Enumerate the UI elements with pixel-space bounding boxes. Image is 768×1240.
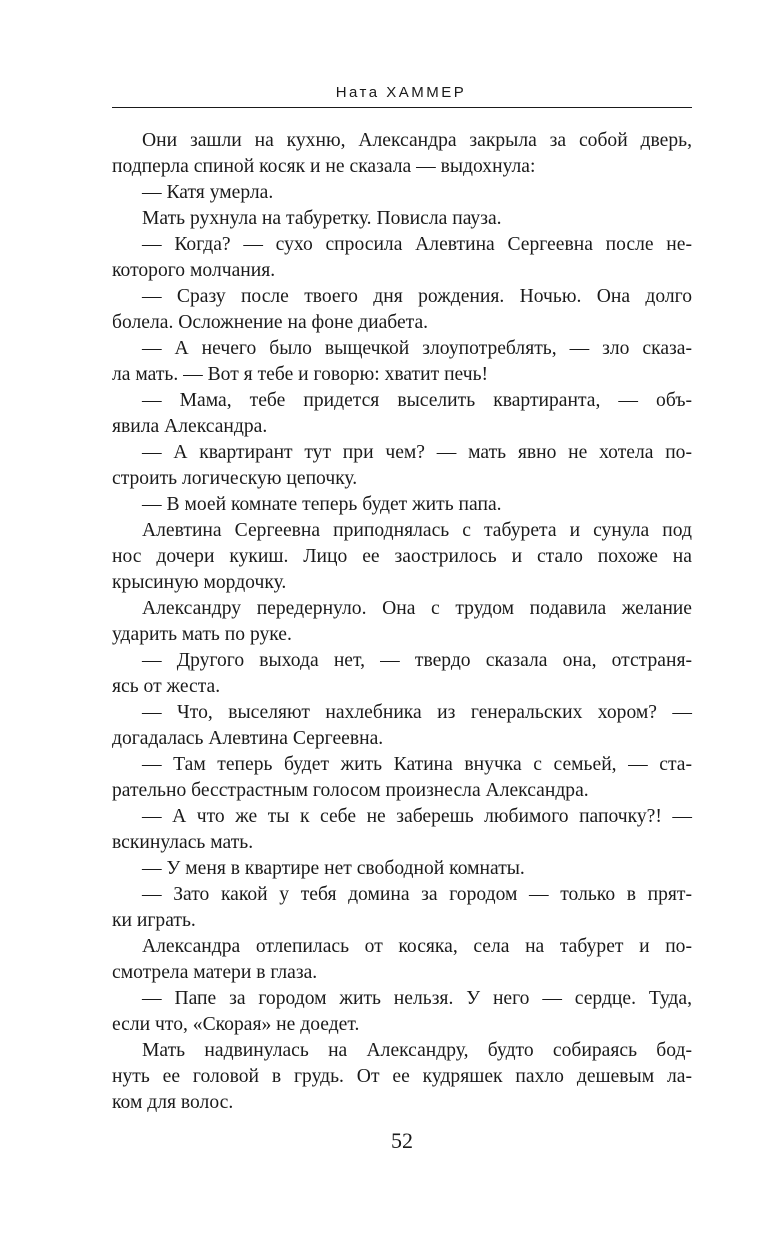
text-line: вскинулась мать.: [112, 832, 254, 853]
text-line: явила Александра.: [112, 416, 268, 437]
running-header-author: Ната ХАММЕР: [335, 84, 467, 101]
text-line: — Когда? — сухо спросила Алевтина Сергеевна после не-: [142, 234, 692, 255]
text-line: ком для волос.: [112, 1092, 234, 1113]
paragraph: [112, 518, 692, 596]
text-line: подперла спиной косяк и не сказала — выдохнула:: [112, 156, 536, 177]
text-line: — А что же ты к себе не заберешь любимого папочку?! —: [142, 806, 692, 827]
text-line: — В моей комнате теперь будет жить папа.: [142, 494, 502, 515]
paragraph: [112, 284, 692, 336]
text-line: ла мать. — Вот я тебе и говорю: хватит печь!: [112, 364, 489, 385]
text-line: Алевтина Сергеевна приподнялась с табурета и сунула под: [142, 520, 692, 541]
text-line: если что, «Скорая» не доедет.: [112, 1014, 360, 1035]
text-line: Мать надвинулась на Александру, будто собираясь бод-: [142, 1040, 692, 1061]
text-line: ударить мать по руке.: [112, 624, 292, 645]
text-line: — Катя умерла.: [142, 182, 274, 203]
paragraph: [112, 128, 692, 180]
header-rule: [112, 107, 692, 108]
paragraph: [112, 986, 692, 1038]
text-line: Александра отлепилась от косяка, села на табурет и по-: [142, 936, 692, 957]
text-line: Они зашли на кухню, Александра закрыла за собой дверь,: [142, 130, 692, 151]
paragraph: [112, 934, 692, 986]
text-line: — Что, выселяют нахлебника из генеральских хором? —: [142, 702, 692, 723]
paragraph: [112, 882, 692, 934]
text-line: — Там теперь будет жить Катина внучка с семьей, — ста-: [142, 754, 692, 775]
text-line: болела. Осложнение на фоне диабета.: [112, 312, 429, 333]
paragraph: [112, 700, 692, 752]
text-line: рательно бесстрастным голосом произнесла Александра.: [112, 780, 589, 801]
text-line: — А квартирант тут при чем? — мать явно не хотела по-: [142, 442, 692, 463]
text-line: — Другого выхода нет, — твердо сказала она, отстраня-: [142, 650, 692, 671]
paragraph: [112, 856, 692, 882]
text-line: строить логическую цепочку.: [112, 468, 358, 489]
text-line: нуть ее головой в грудь. От ее кудряшек пахло дешевым ла-: [112, 1066, 692, 1087]
body-text: [112, 128, 692, 1116]
paragraph: [112, 648, 692, 700]
paragraph: [112, 336, 692, 388]
paragraph: [112, 232, 692, 284]
text-line: Мать рухнула на табуретку. Повисла пауза.: [142, 208, 502, 229]
page-number: 52: [391, 1128, 413, 1153]
text-line: нос дочери кукиш. Лицо ее заострилось и стало похоже на: [112, 546, 692, 567]
text-line: — Зато какой у тебя домина за городом — только в прят-: [142, 884, 692, 905]
paragraph: [112, 1038, 692, 1116]
text-line: Александру передернуло. Она с трудом подавила желание: [142, 598, 692, 619]
paragraph: [112, 492, 692, 518]
paragraph: [112, 804, 692, 856]
paragraph: [112, 596, 692, 648]
paragraph: [112, 206, 692, 232]
text-line: — Мама, тебе придется выселить квартиранта, — объ-: [142, 390, 692, 411]
text-line: — Папе за городом жить нельзя. У него — сердце. Туда,: [142, 988, 692, 1009]
paragraph: [112, 180, 692, 206]
text-line: которого молчания.: [112, 260, 276, 281]
paragraph: [112, 440, 692, 492]
paragraph: [112, 752, 692, 804]
text-line: ки играть.: [112, 910, 196, 931]
text-line: крысиную мордочку.: [112, 572, 287, 593]
text-line: ясь от жеста.: [112, 676, 221, 697]
text-line: — А нечего было выщечкой злоупотреблять, — зло сказа-: [142, 338, 692, 359]
paragraph: [112, 388, 692, 440]
text-line: — Сразу после твоего дня рождения. Ночью. Она долго: [142, 286, 692, 307]
text-line: смотрела матери в глаза.: [112, 962, 318, 983]
text-line: — У меня в квартире нет свободной комнаты.: [142, 858, 525, 879]
text-line: догадалась Алевтина Сергеевна.: [112, 728, 384, 749]
